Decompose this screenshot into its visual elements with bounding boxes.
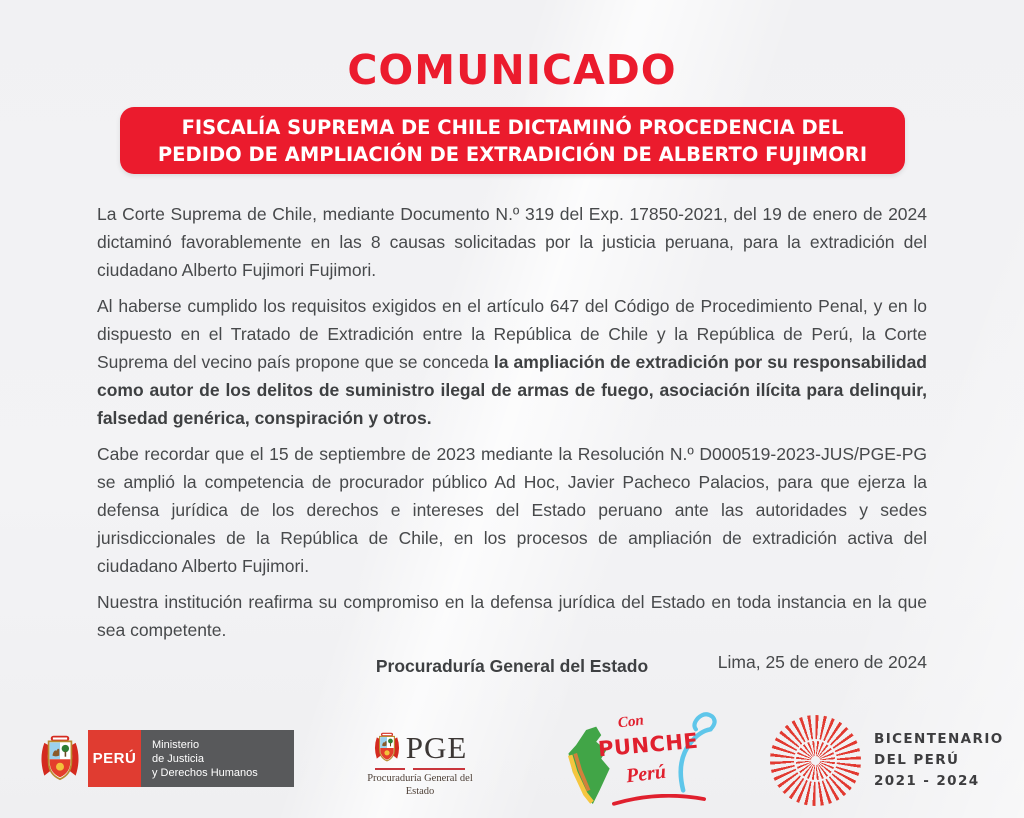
peru-coat-of-arms-icon [37, 730, 83, 787]
punche-word-con: Con [617, 712, 645, 732]
body-text [97, 200, 927, 676]
pge-lockup [358, 729, 482, 766]
ministry-line-1: Ministerio [152, 738, 200, 751]
bicentenario-sunburst-icon [770, 715, 861, 806]
headline-line-1: FISCALÍA SUPREMA DE CHILE DICTAMINÓ PROCEDENCIA DEL [181, 115, 844, 139]
pge-divider [358, 768, 482, 770]
headline-banner [120, 107, 905, 174]
body-paragraph-2-bold: la ampliación de extradición por su responsabilidad como autor de los delitos de suministro ilegal de armas de fuego, asociación ilícita para delinquir, falsedad genérica, conspiración y otros. [97, 352, 927, 428]
pge-divider-right [413, 768, 465, 770]
body-paragraph-2-regular: Al haberse cumplido los requisitos exigidos en el artículo 647 del Código de Procedimiento Penal, y en lo dispuesto en el Tratado de Extradición entre la República de Chile y la República de Perú, la Corte Suprema del vecino país propone que se conceda [97, 296, 927, 372]
bicentenario-line-2: DEL PERÚ [874, 752, 960, 768]
signature: Procuraduría General del Estado [375, 656, 649, 676]
bicentenario-line-3: 2021 - 2024 [874, 773, 980, 789]
pge-acronym: PGE [405, 729, 468, 765]
bicentenario-sunburst-inner [796, 741, 834, 779]
body-paragraph-4: Nuestra institución reafirma su compromiso en la defensa jurídica del Estado en toda instancia en la que sea competente. [97, 592, 927, 640]
date-line: Lima, 25 de enero de 2024 [717, 652, 927, 672]
headline-line-2: PEDIDO DE AMPLIACIÓN DE EXTRADICIÓN DE ALBERTO FUJIMORI [157, 142, 868, 166]
body-paragraph-1: La Corte Suprema de Chile, mediante Documento N.º 319 del Exp. 17850-2021, del 19 de enero de 2024 dictaminó favorablemente en las 8 causas solicitadas por la justicia peruana, para la extradición del ciudadano Alberto Fujimori Fujimori. [97, 204, 927, 280]
pge-divider-left [375, 768, 405, 770]
pge-caption [358, 773, 482, 798]
bicentenario-line-1: BICENTENARIO [874, 731, 1004, 747]
peru-wordmark [88, 730, 141, 787]
peru-wordmark-label: PERÚ [92, 750, 137, 767]
punche-word-peru: Perú [624, 760, 668, 788]
pge-logo [358, 729, 482, 798]
body-paragraph-2 [97, 292, 927, 432]
punche-word-punche: PUNCHE [597, 728, 700, 762]
peru-coat-of-arms-icon [373, 729, 401, 766]
body-paragraph-3: Cabe recordar que el 15 de septiembre de 2023 mediante la Resolución N.º D000519-2023-JUS/PGE-PG se amplió la competencia de procurador público Ad Hoc, Javier Pacheco Palacios, para que ejerza la defensa jurídica de los derechos e intereses del Estado peruano ante las autoridades y sedes jurisdiccionales de la República de Chile, en los procesos de ampliación de extradición activa del ciudadano Alberto Fujimori. [97, 444, 927, 576]
bicentenario-text [874, 729, 1004, 792]
page-title: COMUNICADO [347, 46, 677, 94]
ministry-line-2: de Justicia [152, 752, 204, 765]
ministry-name-box [141, 730, 294, 787]
ministry-line-3: y Derechos Humanos [152, 766, 258, 779]
pge-caption-line-1: Procuraduría General del [367, 773, 473, 784]
red-swoosh-icon [612, 794, 706, 806]
ministry-logo [37, 730, 294, 787]
bicentenario-logo [770, 715, 1004, 806]
con-punche-peru-logo [556, 710, 718, 812]
pge-caption-line-2: Estado [405, 785, 435, 797]
